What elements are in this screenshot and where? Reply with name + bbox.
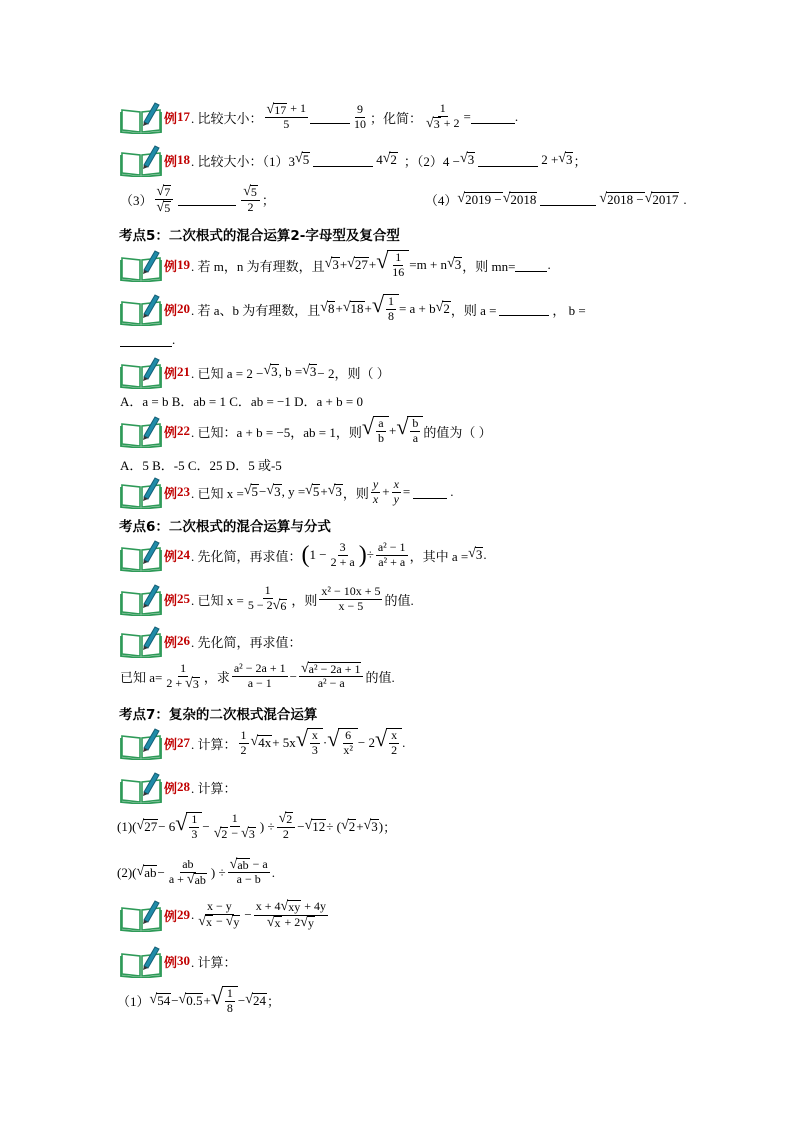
example-22: 例 22 . 已知：a + b = −5，ab = 1，则 √ $\frac{a}{b}$ + √ $\frac{b}{a}$ 的值为（ ） — [120, 414, 492, 448]
example-29: 例 29 . x − y √ x − √ y − x + 4 √ xy + 4y √ x + 2 √ y — [120, 898, 330, 932]
example-25: 例 25 . 已知 x = 1 5 − 2 √ 6 ，则 $\frac{\text{x² − 10x + 5}}{x - 5}$ 的值. — [120, 582, 414, 616]
example-22-options: A．5 B．-5 C．25 D．5 或-5 — [120, 458, 282, 473]
book-pencil-icon — [120, 248, 162, 282]
example-17: 例 17 . 比较大小： √ 17 + 1 5 $\frac{9}{10}$ ；化简： 1 √ 3 + 2 = . — [120, 100, 518, 134]
book-pencil-icon — [120, 898, 162, 932]
book-pencil-icon — [120, 475, 162, 509]
example-21: 例 21 . 已知 a = 2 − √ 3 , b = √ 3 − 2，则（ ） — [120, 355, 390, 389]
section-heading-6: 考点6：二次根式的混合运算与分式 — [119, 519, 331, 535]
book-pencil-icon — [120, 100, 162, 134]
book-pencil-icon — [120, 292, 162, 326]
example-28-part1: (1)( √ 27 − 6 √ $\frac{1}{3}$ − 1 √ 2 − √ 3 ) ÷ √ 2 2 − √ 12 ÷ ( √ 2 + √ 3 ) ； — [117, 810, 397, 842]
example-20-line2: . — [120, 332, 175, 348]
book-pencil-icon — [120, 770, 162, 804]
example-26-line2: 已知 a= 1 2 + √ 3 ，求 $\frac{\text{a² − 2a + 1}}{a - 1}$ − √ a² − 2a + 1 a² − a 的值. — [120, 661, 395, 691]
example-30-part1: （1） √ 54 − √ 0.5 + √ $\frac{1}{8}$ − √ 24 ； — [117, 984, 280, 1015]
example-18: 例 18 . 比较大小：（1）3 √ 5 4 √ 2 ；（2）4 − √ 3 2 + √ 3 ； — [120, 143, 586, 177]
book-pencil-icon — [120, 582, 162, 616]
book-pencil-icon — [120, 538, 162, 572]
example-30: 例 30 . 计算： — [120, 944, 237, 978]
example-21-options: A．a = b B．ab = 1 C．ab = −1 D．a + b = 0 — [120, 394, 363, 409]
example-28-part2: (2)( √ ab − ab a + √ ab ) ÷ √ ab − a a − b . — [117, 857, 275, 887]
example-28: 例 28 . 计算： — [120, 770, 237, 804]
example-20: 例 20 . 若 a、b 为有理数，且 √ 8 + √ 18 + √ $\frac{1}{8}$ = a + b √ 2 ，则 a = ， b = — [120, 292, 586, 326]
book-pencil-icon — [120, 624, 162, 658]
example-19: 例 19 . 若 m，n 为有理数，且 √ 3 + √ 27 + √ $\frac{1}{16}$ =m + n √ 3 ，则 mn= . — [120, 248, 551, 282]
example-24: 例 24 . 先化简，再求值： ( 1 − $\frac{3}{2 + a}$ ) ÷ $\frac{\text{a² − 1}}{\text{a² + a}}$ ，其中 a = √ 3 . — [120, 538, 487, 572]
book-pencil-icon — [120, 726, 162, 760]
section-heading-7: 考点7：复杂的二次根式混合运算 — [119, 707, 318, 723]
book-pencil-icon — [120, 944, 162, 978]
example-18-line2: （3） √ 7 √ 5 √ 5 2 ； （4） √ 2019 − √ 2018 √ 2018 − √ 2017 . — [120, 184, 687, 215]
section-heading-5: 考点5：二次根式的混合运算2-字母型及复合型 — [119, 228, 400, 244]
example-27: 例 27 . 计算： $\frac{1}{2}$ √ 4x + 5x √ $\frac{x}{3}$ · √ $\frac{6}{\text{x²}}$ − 2 √ $\frac{x}{2}$ . — [120, 726, 405, 760]
book-pencil-icon — [120, 355, 162, 389]
book-pencil-icon — [120, 414, 162, 448]
example-23: 例 23 . 已知 x = √ 5 − √ 3 , y = √ 5 + √ 3 ，则 $\frac{y}{x}$ + $\frac{x}{y}$ = . — [120, 475, 454, 509]
example-26: 例 26 . 先化简，再求值： — [120, 624, 302, 658]
book-pencil-icon — [120, 143, 162, 177]
